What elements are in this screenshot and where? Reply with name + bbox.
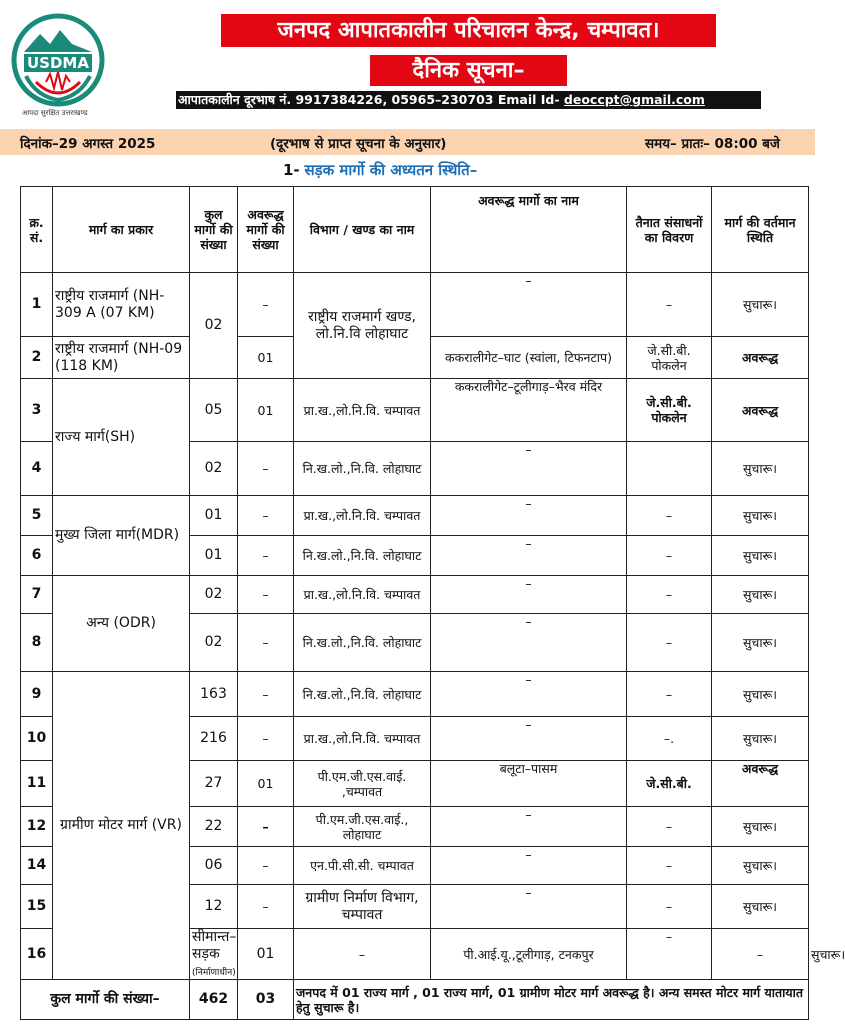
row-dept: एन.पी.सी.सी. चम्पावत [294,847,431,885]
row-resources: – [627,273,712,337]
row-total: 02 [190,576,238,614]
row-total: 12 [190,885,238,929]
row-resources: – [627,807,712,847]
row-total: 02 [190,614,238,672]
row-sn: 10 [21,717,53,761]
info-source: (दूरभाष से प्राप्त सूचना के अनुसार) [270,136,447,152]
road-status-table [20,186,845,1020]
row-type: अन्य (ODR) [53,576,190,672]
table-footer-row [21,980,809,1020]
row-total: 216 [190,717,238,761]
section-heading [283,160,477,180]
header-resources: तैनात संसाधनों का विवरण [627,187,712,273]
footer-blocked: 03 [238,980,294,1020]
row-total: 02 [190,442,238,496]
row-dept: नि.ख.लो.,नि.वि. लोहाघाट [294,442,431,496]
row-dept: ग्रामीण निर्माण विभाग, चम्पावत [294,885,431,929]
row-sn: 8 [21,614,53,672]
row-blocked: – [238,496,294,536]
header-total: कुल मार्गो की संख्या [190,187,238,273]
row-resources: जे.सी.बी. पोकलेन [627,379,712,442]
row-status: सुचारू। [712,536,809,576]
row-resources: – [627,885,712,929]
header-route-type: मार्ग का प्रकार [53,187,190,273]
row-road: – [431,885,627,929]
row-sn: 7 [21,576,53,614]
phone-text: आपातकालीन दूरभाष नं. 9917384226, 05965–230703 Email Id- [178,92,560,107]
row-road: – [431,614,627,672]
row-sn: 15 [21,885,53,929]
footer-total: 462 [190,980,238,1020]
row-total: 163 [190,672,238,717]
table-row [21,379,809,442]
row-status: सुचारू। [712,576,809,614]
row-sn: 5 [21,496,53,536]
row-blocked: 01 [238,379,294,442]
row-resources: – [627,536,712,576]
row-blocked: – [238,847,294,885]
row-sn: 14 [21,847,53,885]
row-status: सुचारू। [712,885,809,929]
report-date: दिनांक–29 अगस्त 2025 [20,136,156,152]
row-sn: 16 [21,929,53,980]
row-dept: नि.ख.लो.,नि.वि. लोहाघाट [294,614,431,672]
row-blocked: – [238,885,294,929]
usdma-logo [6,12,110,116]
row-resources: – [627,614,712,672]
row-status: अवरूद्ध [712,379,809,442]
row-blocked: – [238,273,294,337]
row-road: – [431,273,627,337]
logo-text: USDMA [27,54,89,72]
row-resources: – [627,672,712,717]
row-road: ककरालीगेट–घाट (स्वांला, टिफनटाप) [431,337,627,379]
row-total: 01 [238,929,294,980]
row-dept: नि.ख.लो.,नि.वि. लोहाघाट [294,536,431,576]
table-row [21,576,809,614]
row-dept: नि.ख.लो.,नि.वि. लोहाघाट [294,672,431,717]
row-resources: जे.सी.बी. पोकलेन [627,337,712,379]
row-type-note: (निर्माणाधीन) [192,967,236,978]
row-type: राष्ट्रीय राजमार्ग (NH-309 A (07 KM) [53,273,190,337]
row-sn: 2 [21,337,53,379]
table-row [21,496,809,536]
row-road: – [431,496,627,536]
header-department: विभाग / खण्ड का नाम [294,187,431,273]
header-sn: क्र. सं. [21,187,53,273]
header-blocked-count: अवरूद्ध मार्गो की संख्या [238,187,294,273]
header-blocked-names: अवरूद्ध मार्गो का नाम [431,187,627,273]
row-blocked: – [294,929,431,980]
row-type: राष्ट्रीय राजमार्ग (NH-09 (118 KM) [53,337,190,379]
row-dept: प्रा.ख.,लो.नि.वि. चम्पावत [294,576,431,614]
header-status: मार्ग की वर्तमान स्थिति [712,187,809,273]
row-status: अवरूद्ध [712,761,809,807]
row-sn: 1 [21,273,53,337]
report-time: समय– प्रातः– 08:00 बजे [645,136,780,152]
email-link[interactable]: deoccpt@gmail.com [563,92,705,107]
report-subtitle: दैनिक सूचना– [370,55,567,86]
row-total: 05 [190,379,238,442]
table-row [21,672,809,717]
row-sn: 11 [21,761,53,807]
row-road: – [431,847,627,885]
row-sn: 6 [21,536,53,576]
row-dept: प्रा.ख.,लो.नि.वि. चम्पावत [294,496,431,536]
row-road: बलूटा–पासम [431,761,627,807]
row-dept: पी.एम.जी.एस.वाई., लोहाघाट [294,807,431,847]
row-type-cell [190,929,238,980]
row-blocked: – [238,536,294,576]
row-type: ग्रामीण मोटर मार्ग (VR) [53,672,190,980]
row-total: 06 [190,847,238,885]
info-strip [0,129,815,155]
row-road: ककरालीगेट–टूलीगाड़–भैरव मंदिर [431,379,627,442]
row-blocked: – [238,672,294,717]
row-blocked: 01 [238,337,294,379]
section-title: सड़क मार्गो की अध्यतन स्थिति– [304,161,478,179]
row-status: सुचारू। [712,717,809,761]
row-blocked: – [238,717,294,761]
row-status: सुचारू। [712,614,809,672]
row-total: 02 [190,273,238,379]
row-dept: पी.आई.यू.,टूलीगाड़, टनकपुर [431,929,627,980]
row-total: 22 [190,807,238,847]
row-resources: – [627,847,712,885]
row-status: सुचारू। [712,442,809,496]
row-sn: 3 [21,379,53,442]
row-status: सुचारू। [712,847,809,885]
row-resources: – [627,576,712,614]
row-resources: – [627,496,712,536]
contact-line [176,91,761,109]
row-resources: जे.सी.बी. [627,761,712,807]
row-blocked: – [238,442,294,496]
office-title: जनपद आपातकालीन परिचालन केन्द्र, चम्पावत। [221,14,716,47]
row-sn: 4 [21,442,53,496]
row-resources [627,442,712,496]
row-road: – [431,536,627,576]
row-status: सुचारू। [712,807,809,847]
logo-tagline: आपदा सुरक्षित उत्तराखण्ड [22,109,88,117]
row-total: 01 [190,496,238,536]
row-dept: पी.एम.जी.एस.वाई. ,चम्पावत [294,761,431,807]
row-dept: प्रा.ख.,लो.नि.वि. चम्पावत [294,379,431,442]
row-blocked: – [238,576,294,614]
table-row: 16 सीमान्त–सड़क (निर्माणाधीन) 01 – पी.आई.यू.,टूलीगाड़, टनकपुर – – सुचारू। [21,929,809,980]
row-dept: प्रा.ख.,लो.नि.वि. चम्पावत [294,717,431,761]
row-road: – [431,672,627,717]
row-total: 01 [190,536,238,576]
row-type: राज्य मार्ग(SH) [53,379,190,496]
row-road: – [431,717,627,761]
row-type: सीमान्त–सड़क [192,929,237,962]
row-road: – [431,442,627,496]
row-status: अवरूद्ध [712,337,809,379]
row-status: सुचारू। [712,496,809,536]
row-resources: – [712,929,809,980]
row-road: – [627,929,712,980]
table-header-row [21,187,809,273]
row-sn: 12 [21,807,53,847]
row-blocked: – [238,807,294,847]
table-row [21,273,809,337]
row-blocked: – [238,614,294,672]
row-status: सुचारू। [712,273,809,337]
row-blocked: 01 [238,761,294,807]
row-sn: 9 [21,672,53,717]
row-dept: राष्ट्रीय राजमार्ग खण्ड, लो.नि.वि लोहाघाट [294,273,431,379]
footer-label: कुल मार्गो की संख्या– [21,980,190,1020]
row-road: – [431,807,627,847]
row-road: – [431,576,627,614]
row-status: सुचारू। [712,672,809,717]
footer-summary: जनपद में 01 राज्य मार्ग , 01 राज्य मार्ग, 01 ग्रामीण मोटर मार्ग अवरूद्ध है। अन्य समस्त मोटर मार्ग यातायात हेतु सुचारू है। [294,980,809,1020]
row-resources: –. [627,717,712,761]
row-total: 27 [190,761,238,807]
row-type: मुख्य जिला मार्ग(MDR) [53,496,190,576]
section-number: 1- [283,161,300,179]
